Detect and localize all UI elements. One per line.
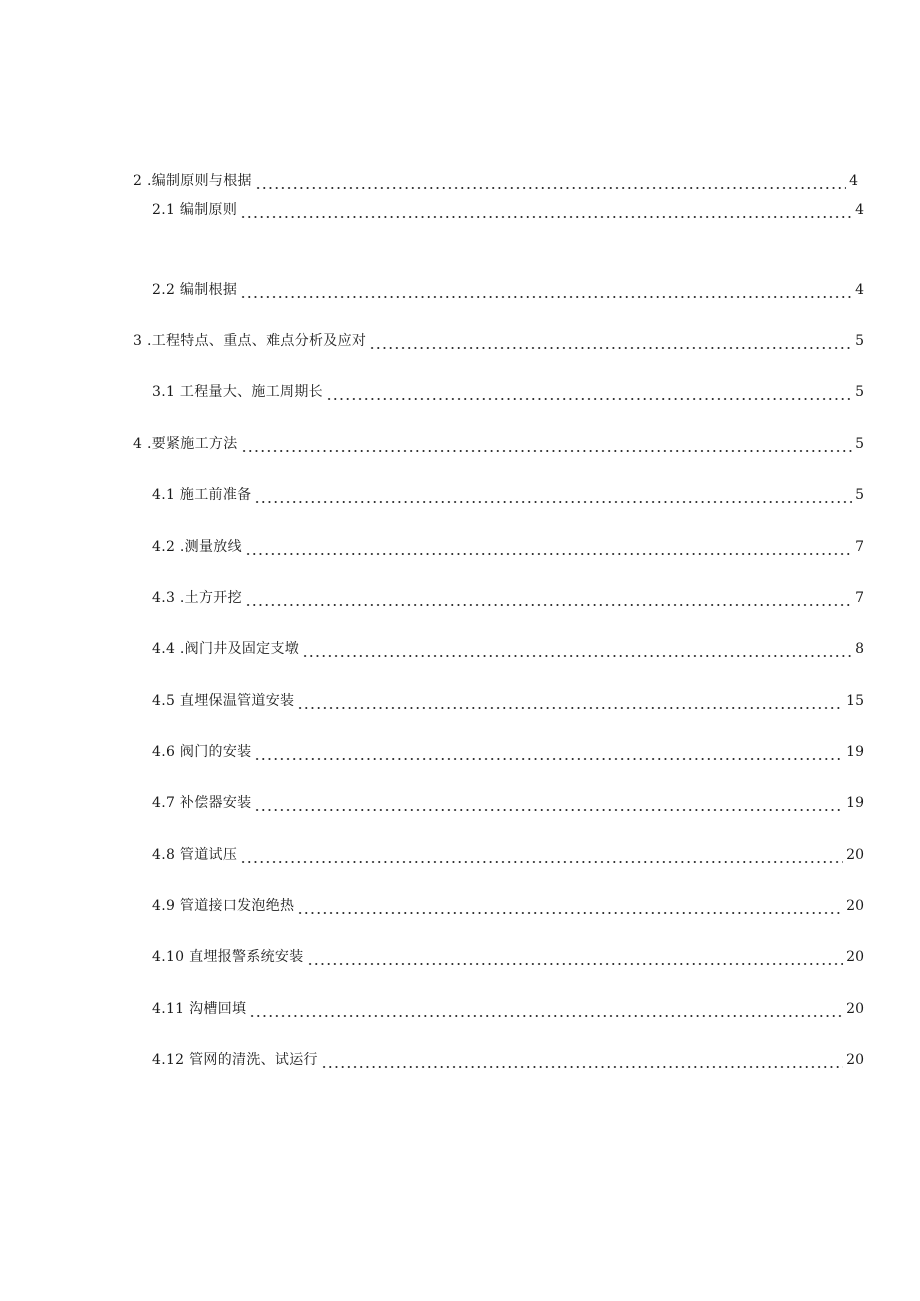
- toc-entry-page: 5: [855, 333, 864, 349]
- toc-entry-4-2[interactable]: [152, 536, 864, 558]
- toc-entry-label: 4.11 沟槽回填: [152, 1001, 247, 1017]
- toc-entry-page: 5: [855, 436, 864, 452]
- toc-entry-2-1[interactable]: [152, 199, 864, 221]
- toc-entry-page: 20: [846, 898, 864, 914]
- dot-leader: [240, 279, 852, 301]
- toc-entry-4-12[interactable]: [152, 1049, 864, 1071]
- dot-leader: [254, 792, 843, 814]
- toc-entry-label: 3 .工程特点、重点、难点分析及应对: [133, 333, 367, 349]
- toc-entry-page: 4: [849, 173, 858, 189]
- dot-leader: [321, 1049, 843, 1071]
- toc-entry-page: 19: [846, 795, 864, 811]
- toc-entry-label: 4.5 直埋保温管道安装: [152, 693, 295, 709]
- dot-leader: [241, 433, 853, 455]
- toc-entry-4-3[interactable]: [152, 587, 864, 609]
- toc-entry-label: 2 .编制原则与根据: [133, 173, 252, 189]
- toc-entry-2[interactable]: [133, 170, 858, 192]
- toc-entry-page: 20: [846, 847, 864, 863]
- dot-leader: [302, 638, 852, 660]
- toc-entry-page: 4: [855, 282, 864, 298]
- toc-entry-4-4[interactable]: [152, 638, 864, 660]
- toc-entry-4-8[interactable]: [152, 844, 864, 866]
- dot-leader: [245, 587, 852, 609]
- toc-entry-page: 7: [855, 590, 864, 606]
- toc-entry-4-7[interactable]: [152, 792, 864, 814]
- toc-entry-page: 20: [846, 949, 864, 965]
- dot-leader: [255, 170, 846, 192]
- dot-leader: [307, 946, 844, 968]
- toc-entry-3-1[interactable]: [152, 381, 864, 403]
- toc-entry-page: 20: [846, 1001, 864, 1017]
- dot-leader: [297, 690, 843, 712]
- dot-leader: [254, 484, 852, 506]
- toc-entry-page: 15: [846, 693, 864, 709]
- toc-entry-4-10[interactable]: [152, 946, 864, 968]
- toc-entry-page: 8: [855, 641, 864, 657]
- toc-entry-label: 4.7 补偿器安装: [152, 795, 252, 811]
- toc-entry-label: 4.1 施工前准备: [152, 487, 252, 503]
- toc-entry-label: 2.1 编制原则: [152, 202, 238, 218]
- toc-entry-4-5[interactable]: [152, 690, 864, 712]
- dot-leader: [254, 741, 843, 763]
- toc-entry-label: 4.10 直埋报警系统安装: [152, 949, 304, 965]
- toc-entry-label: 4 .要紧施工方法: [133, 436, 238, 452]
- toc-entry-label: 4.6 阀门的安装: [152, 744, 252, 760]
- dot-leader: [326, 381, 852, 403]
- toc-entry-label: 4.9 管道接口发泡绝热: [152, 898, 295, 914]
- toc-entry-4-11[interactable]: [152, 998, 864, 1020]
- dot-leader: [249, 998, 843, 1020]
- toc-entry-4[interactable]: [133, 433, 864, 455]
- dot-leader: [245, 536, 852, 558]
- toc-entry-page: 5: [855, 384, 864, 400]
- dot-leader: [240, 199, 852, 221]
- toc-entry-page: 20: [846, 1052, 864, 1068]
- toc-entry-page: 7: [855, 539, 864, 555]
- toc-entry-label: 4.4 .阀门井及固定支墩: [152, 641, 300, 657]
- toc-entry-4-6[interactable]: [152, 741, 864, 763]
- toc-entry-3[interactable]: [133, 330, 864, 352]
- toc-entry-page: 4: [855, 202, 864, 218]
- toc-entry-2-2[interactable]: [152, 279, 864, 301]
- dot-leader: [369, 330, 852, 352]
- toc-entry-label: 4.8 管道试压: [152, 847, 238, 863]
- toc-entry-label: 2.2 编制根据: [152, 282, 238, 298]
- toc-entry-label: 4.12 管网的清洗、试运行: [152, 1052, 318, 1068]
- toc-entry-label: 4.2 .测量放线: [152, 539, 242, 555]
- toc-entry-4-9[interactable]: [152, 895, 864, 917]
- dot-leader: [240, 844, 843, 866]
- toc-entry-label: 3.1 工程量大、施工周期长: [152, 384, 323, 400]
- toc-entry-page: 5: [855, 487, 864, 503]
- toc-entry-4-1[interactable]: [152, 484, 864, 506]
- toc-entry-page: 19: [846, 744, 864, 760]
- toc-entry-label: 4.3 .土方开挖: [152, 590, 242, 606]
- dot-leader: [297, 895, 843, 917]
